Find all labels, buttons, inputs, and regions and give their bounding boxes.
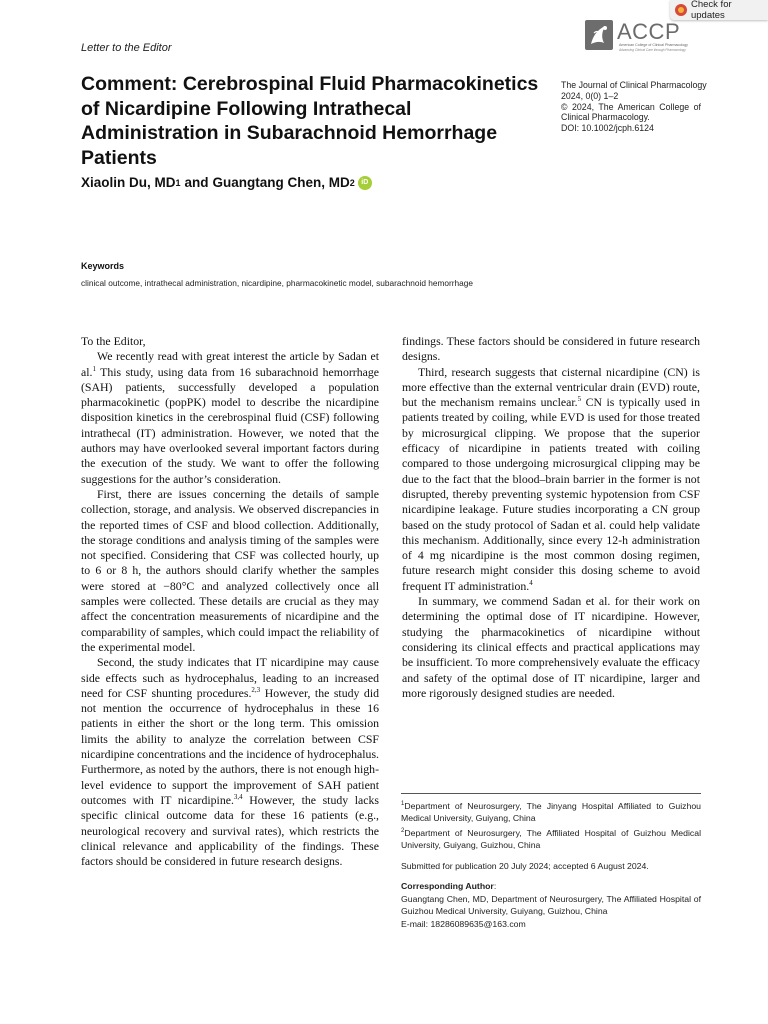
update-icon xyxy=(675,4,687,16)
body-column-right xyxy=(402,334,700,701)
logo-tagline: Advancing Clinical Care through Pharmacology xyxy=(619,48,686,52)
author-name[interactable]: Xiaolin Du, MD xyxy=(81,175,176,190)
paragraph: We recently read with great interest the article by Sadan et al.$^1$ This study, using data from 16 subarachnoid hemorrhage (SAH) patients, successfully developed a population pharmacokinetic (popPK) model to describe the nicardipine disposition kinetics in the cerebrospinal fluid (CSF) following intrathecal (IT) administration. However, we noted that the authors may have overlooked several important factors during the execution of the study. We want to offer the following suggestions for the author’s consideration. xyxy=(81,349,379,486)
affiliation-marker: 1 xyxy=(175,177,181,188)
citation[interactable]: 3,4 xyxy=(233,792,243,801)
check-for-updates-button[interactable] xyxy=(670,0,768,20)
paragraph: Second, the study indicates that IT nicardipine may cause side effects such as hydrocephalus, leading to an increased need for CSF shunting procedures.$^{2,3}$ However, the study did not mention the occurrence of hydrocephalus in these 16 patients in either the short or the long term. This omission limits the ability to analyze the correlation between CSF nicardipine concentrations and the incidence of hydrocephalus. Furthermore, as noted by the authors, there is not enough high-level evidence to support the improvement of SAH patient outcomes with IT nicardipine.$^{3,4}$ However, the study lacks specific clinical outcome data for these 16 patients (e.g., neurological recovery and survival rates), which restricts the clinical relevance and applicability of the findings. These factors should be considered in future research designs. xyxy=(81,655,379,869)
article-title: Comment: Cerebrospinal Fluid Pharmacokinetics of Nicardipine Following Intrathecal Administration in Subarachnoid Hemorrhage Patients xyxy=(81,73,539,169)
journal-info xyxy=(561,80,707,134)
paragraph: In summary, we commend Sadan et al. for their work on determining the optimal dose of IT nicardipine. However, studying the pharmacokinetics of nicardipine without considering its clinical effects and practical applications may be insufficient. To more comprehensively evaluate the efficacy and safety of the optimal dose of IT nicardipine, larger and more rigorously designed studies are needed. xyxy=(402,594,700,700)
submission-dates: Submitted for publication 20 July 2024; accepted 6 August 2024. xyxy=(401,860,649,871)
logo-name: ACCP xyxy=(617,19,681,44)
citation[interactable]: 2,3 xyxy=(251,685,261,694)
paragraph: Third, research suggests that cisternal nicardipine (CN) is more effective than the external ventricular drain (EVD) route, but the mechanism remains unclear.$^5$ CN is typically used in patients treated by coiling, while EVD is used for those treated by microsurgical clipping. We propose that the superior efficacy of nicardipine in patients treated with coiling compared to those undergoing microsurgical clipping may be due to the fact that the blood–brain barrier in the former is not disrupted, thereby preventing systemic hypotension from CSF nicardipine leakage. Future studies incorporating a CN group based on the study protocol of Sadan et al. could help validate this mechanism. Additionally, since every 12-h administration of 4 mg nicardipine is the most common dosing regimen, future research might consider this dosing scheme to avoid frequent IT administration.$^4$ xyxy=(402,364,700,593)
journal-name: The Journal of Clinical Pharmacology xyxy=(561,80,707,90)
check-for-updates-label: Check for updates xyxy=(690,0,732,21)
body-column-left xyxy=(81,334,379,869)
affiliation-1: $^1$Department of Neurosurgery, The Jinyang Hospital Affiliated to Guizhou Medical University, Guiyang, China xyxy=(401,800,701,824)
journal-issue: 2024, 0(0) 1–2 xyxy=(561,90,619,101)
citation[interactable]: 4 xyxy=(529,578,533,587)
logo-subtitle: American College of Clinical Pharmacology xyxy=(619,43,688,47)
keywords-heading: Keywords xyxy=(81,261,125,271)
orcid-icon[interactable]: iD xyxy=(358,176,372,190)
affiliation-marker: 2 xyxy=(349,177,355,188)
footnotes xyxy=(401,793,701,930)
citation[interactable]: 1 xyxy=(92,364,96,373)
paragraph: First, there are issues concerning the details of sample collection, storage, and analysis. We observed discrepancies in the reported times of CSF and blood collection. Additionally, the storage conditions and analysis timing of the samples were not specified. Considering that CSF was collected hourly, up to 6 or 8 h, the authors should clarify whether the samples were stored at −80°C and analyzed collectively once all samples were collected. These details are crucial as they may affect the concentration measurements of nicardipine and the comparability of samples, which could impact the reliability of the experimental model. xyxy=(81,486,379,654)
accp-logo-icon xyxy=(585,20,613,50)
paragraph-continued: findings. These factors should be considered in future research designs. xyxy=(402,334,700,364)
article-type: Letter to the Editor xyxy=(81,42,172,54)
footnote-divider xyxy=(401,793,701,794)
author-line xyxy=(81,175,372,190)
affiliation-2: $^2$Department of Neurosurgery, The Affiliated Hospital of Guizhou Medical University, Guiyang, Guizhou, China xyxy=(401,827,701,851)
keywords-list: clinical outcome, intrathecal administration, nicardipine, pharmacokinetic model, subarachnoid hemorrhage xyxy=(81,278,474,288)
author-name[interactable]: Guangtang Chen, MD xyxy=(212,175,350,190)
copyright: © 2024, The American College of Clinical Pharmacology. xyxy=(561,101,701,123)
corresponding-heading: Corresponding Author: xyxy=(401,881,497,892)
corresponding-author: Guangtang Chen, MD, Department of Neurosurgery, The Affiliated Hospital of Guizhou Medical University, Guiyang, Guizhou, China xyxy=(401,893,701,917)
salutation: To the Editor, xyxy=(81,334,146,348)
author-joiner: and xyxy=(184,175,209,190)
doi-link[interactable]: DOI: 10.1002/jcph.6124 xyxy=(561,123,654,134)
accp-logo xyxy=(585,20,705,52)
citation[interactable]: 5 xyxy=(577,395,582,404)
email-link[interactable]: E-mail: 18286089635@163.com xyxy=(401,918,526,929)
